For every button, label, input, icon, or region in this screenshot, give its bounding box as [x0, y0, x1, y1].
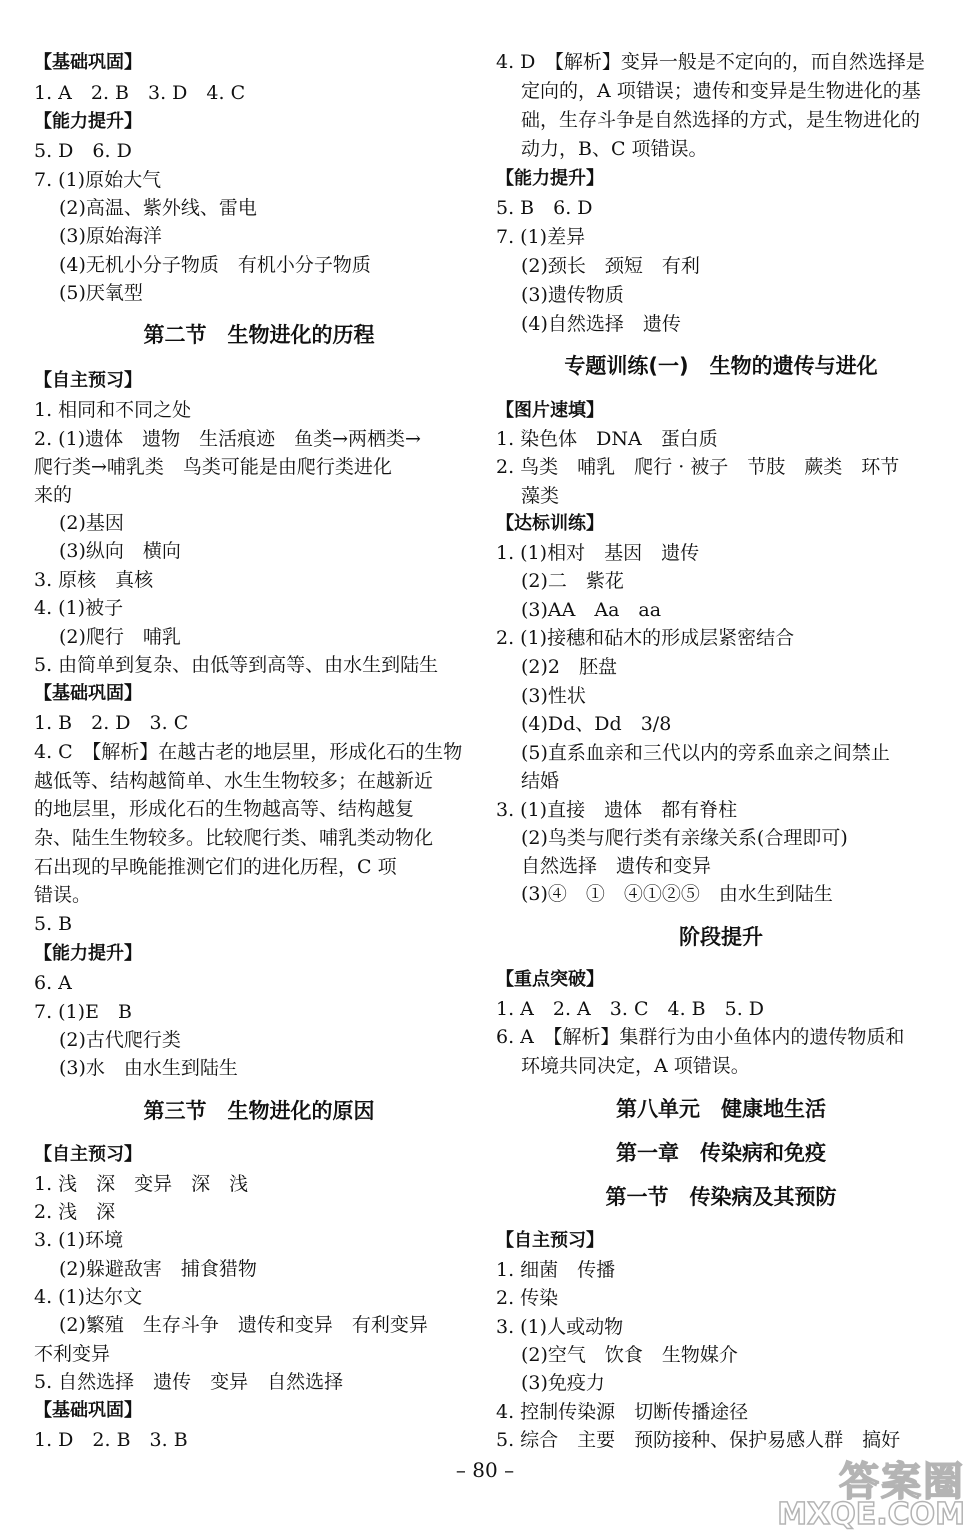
left-text-line: (2)高温、紫外线、雷电 — [59, 197, 257, 219]
right-section-header: 【自主预习】 — [496, 1230, 604, 1251]
left-text-line: 爬行类→哺乳类 鸟类可能是由爬行类进化 — [34, 456, 392, 478]
left-text-line: (2)繁殖 生存斗争 遗传和变异 有利变异 — [59, 1314, 428, 1336]
right-section-header: 【重点突破】 — [496, 969, 604, 990]
right-section-title: 第八单元 健康地生活 — [616, 1097, 826, 1121]
left-text-line: 4. (1)达尔文 — [34, 1286, 143, 1308]
left-text-line: 2. 浅 深 — [34, 1201, 116, 1223]
watermark — [770, 1450, 965, 1532]
right-text-line: 藻类 — [521, 485, 560, 507]
right-text-line: 4. D 【解析】变异一般是不定向的，而自然选择是 — [496, 51, 925, 73]
left-text-line: 3. (1)环境 — [34, 1229, 124, 1251]
right-text-line: (2)空气 饮食 生物媒介 — [521, 1344, 738, 1366]
left-section-header: 【基础巩固】 — [34, 52, 142, 73]
left-text-line: 1. 相同和不同之处 — [34, 399, 192, 421]
left-text-line: 3. 原核 真核 — [34, 569, 154, 591]
left-section-header: 【基础巩固】 — [34, 683, 142, 704]
right-text-line: 1. A 2. A 3. C 4. B 5. D — [496, 998, 765, 1020]
right-text-line: 动力，B、C 项错误。 — [521, 138, 708, 160]
left-text-line: 来的 — [34, 484, 73, 506]
left-text-line: 石出现的早晚能推测它们的进化历程，C 项 — [34, 856, 397, 878]
right-text-line: 2. 传染 — [496, 1287, 559, 1309]
right-text-line: (3)④ ① ④①②⑤ 由水生到陆生 — [521, 883, 833, 905]
left-text-line: 1. B 2. D 3. C — [34, 712, 189, 734]
right-text-line: (4)Dd、Dd 3/8 — [521, 713, 672, 735]
right-text-line: (2)二 紫花 — [521, 570, 624, 592]
right-section-header: 【能力提升】 — [496, 168, 604, 189]
left-text-line: 4. C 【解析】在越古老的地层里，形成化石的生物 — [34, 741, 463, 763]
left-text-line: 杂、陆生生物较多。比较爬行类、哺乳类动物化 — [34, 827, 434, 849]
right-text-line: (5)直系血亲和三代以内的旁系血亲之间禁止 — [521, 742, 890, 764]
watermark-url: MXQE.COM — [777, 1497, 965, 1532]
left-text-line: 5. 自然选择 遗传 变异 自然选择 — [34, 1371, 344, 1393]
right-text-line: 2. 鸟类 哺乳 爬行 · 被子 节肢 蕨类 环节 — [496, 456, 900, 478]
left-text-line: (2)爬行 哺乳 — [59, 626, 181, 648]
right-text-line: 6. A 【解析】集群行为由小鱼体内的遗传物质和 — [496, 1026, 905, 1048]
left-text-line: 5. D 6. D — [34, 140, 132, 162]
left-text-line: (5)厌氧型 — [59, 282, 143, 304]
right-text-line: 定向的，A 项错误；遗传和变异是生物进化的基 — [521, 80, 921, 102]
right-section-title: 专题训练(一) 生物的遗传与进化 — [564, 354, 878, 378]
left-text-line: 4. (1)被子 — [34, 597, 124, 619]
page-number: – 80 – — [455, 1458, 515, 1482]
right-text-line: 5. 综合 主要 预防接种、保护易感人群 搞好 — [496, 1429, 901, 1451]
right-text-line: 3. (1)人或动物 — [496, 1316, 624, 1338]
left-section-header: 【能力提升】 — [34, 943, 142, 964]
right-text-line: (3)遗传物质 — [521, 284, 624, 306]
right-text-line: 结婚 — [521, 770, 560, 792]
watermark-logo: 答案圈 — [839, 1459, 965, 1505]
right-text-line: 自然选择 遗传和变异 — [521, 855, 712, 877]
left-text-line: (4)无机小分子物质 有机小分子物质 — [59, 254, 371, 276]
left-section-header: 【自主预习】 — [34, 370, 142, 391]
right-text-line: 础，生存斗争是自然选择的方式，是生物进化的 — [521, 109, 921, 131]
right-section-title: 第一章 传染病和免疫 — [616, 1141, 826, 1165]
right-text-line: (3)AA Aa aa — [521, 599, 662, 621]
left-text-line: (2)古代爬行类 — [59, 1029, 181, 1051]
left-text-line: 错误。 — [34, 884, 92, 906]
right-text-line: (2)2 胚盘 — [521, 656, 618, 678]
left-text-line: 1. 浅 深 变异 深 浅 — [34, 1173, 249, 1195]
right-section-title: 阶段提升 — [679, 925, 763, 949]
left-text-line: 7. (1)原始大气 — [34, 169, 162, 191]
left-text-line: (3)纵向 横向 — [59, 540, 181, 562]
right-text-line: 1. 染色体 DNA 蛋白质 — [496, 428, 718, 450]
left-text-line: 的地层里，形成化石的生物越高等、结构越复 — [34, 798, 415, 820]
left-text-line: 5. B — [34, 913, 73, 935]
left-section-header: 【基础巩固】 — [34, 1400, 142, 1421]
left-text-line: 越低等、结构越简单、水生生物较多；在越新近 — [34, 770, 434, 792]
left-text-line: 5. 由简单到复杂、由低等到高等、由水生到陆生 — [34, 654, 439, 676]
right-section-header: 【图片速填】 — [496, 400, 604, 421]
left-text-line: 7. (1)E B — [34, 1001, 132, 1023]
right-text-line: 3. (1)直接 遗体 都有脊柱 — [496, 799, 738, 821]
right-text-line: (3)性状 — [521, 685, 586, 707]
left-text-line: 6. A — [34, 972, 72, 994]
left-section-title: 第三节 生物进化的原因 — [143, 1099, 375, 1123]
left-text-line: (3)原始海洋 — [59, 225, 162, 247]
right-text-line: 1. 细菌 传播 — [496, 1259, 616, 1281]
right-text-line: (3)免疫力 — [521, 1372, 605, 1394]
right-text-line: 2. (1)接穗和砧木的形成层紧密结合 — [496, 627, 795, 649]
right-section-title: 第一节 传染病及其预防 — [605, 1185, 837, 1209]
left-text-line: (3)水 由水生到陆生 — [59, 1057, 238, 1079]
left-text-line: 2. (1)遗体 遗物 生活痕迹 鱼类→两栖类→ — [34, 428, 421, 450]
right-text-line: 环境共同决定，A 项错误。 — [521, 1055, 750, 1077]
left-text-line: 1. A 2. B 3. D 4. C — [34, 82, 246, 104]
right-text-line: 1. (1)相对 基因 遗传 — [496, 542, 700, 564]
right-text-line: (2)颈长 颈短 有利 — [521, 255, 700, 277]
left-text-line: 不利变异 — [34, 1343, 111, 1365]
right-text-line: 7. (1)差异 — [496, 226, 586, 248]
left-text-line: (2)躲避敌害 捕食猎物 — [59, 1258, 257, 1280]
left-section-header: 【能力提升】 — [34, 111, 142, 132]
right-text-line: 5. B 6. D — [496, 197, 593, 219]
left-text-line: 1. D 2. B 3. B — [34, 1429, 188, 1451]
right-section-header: 【达标训练】 — [496, 513, 604, 534]
left-text-line: (2)基因 — [59, 512, 124, 534]
right-text-line: 4. 控制传染源 切断传播途径 — [496, 1401, 749, 1423]
left-section-header: 【自主预习】 — [34, 1144, 142, 1165]
right-text-line: (4)自然选择 遗传 — [521, 313, 681, 335]
right-text-line: (2)鸟类与爬行类有亲缘关系(合理即可) — [521, 827, 848, 849]
left-section-title: 第二节 生物进化的历程 — [143, 323, 375, 347]
